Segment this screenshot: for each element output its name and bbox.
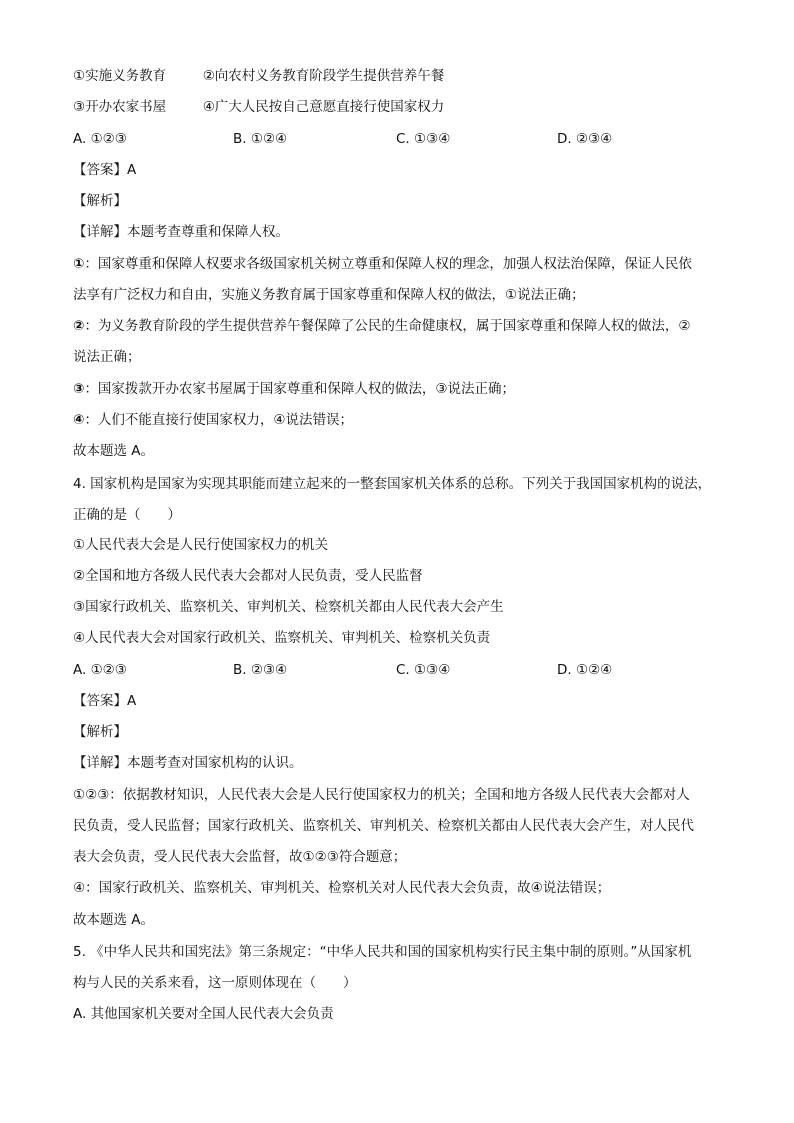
q4-stem-line-1: 4. 国家机构是国家为实现其职能而建立起来的一整套国家机关体系的总称。下列关于我国国家机构的说法， (73, 476, 712, 492)
q4-answer (73, 691, 136, 711)
q4-detail (73, 753, 303, 773)
q3-analysis-3 (73, 379, 515, 399)
q4-answer-value: A (127, 693, 137, 709)
q4-statement-2: ②全国和地方各级人民代表大会都对人民负责，受人民监督 (73, 568, 423, 584)
q3-statements-row-2 (73, 97, 444, 117)
q4-option-c: C. ①③④ (396, 662, 451, 678)
q4-statement-3: ③国家行政机关、监察机关、审判机关、检察机关都由人民代表大会产生 (73, 599, 504, 615)
q3-analysis-1-mark: ① (73, 256, 85, 272)
q3-analysis-3-text: ：国家拨款开办农家书屋属于国家尊重和保障人权的做法，③说法正确； (84, 381, 516, 397)
q4-analysis-1-line-2: 民负责，受人民监督；国家行政机关、监察机关、审判机关、检察机关都由人民代表大会产生，对人民代 (73, 818, 694, 834)
q4-statement-1: ①人民代表大会是人民行使国家权力的机关 (73, 537, 329, 553)
q4-stem-line-2: 正确的是（ ） (73, 507, 181, 523)
q3-analysis-1-line-2: 法享有广泛权力和自由，实施义务教育属于国家尊重和保障人权的做法，①说法正确； (73, 287, 585, 303)
q3-analysis-1-text: ：国家尊重和保障人权要求各级国家机关树立尊重和保障人权的理念，加强人权法治保障，保证人民依 (84, 256, 692, 272)
q3-analysis-3-mark: ③ (73, 381, 85, 397)
q4-detail-text: 本题考查对国家机构的认识。 (127, 755, 303, 771)
q4-analysis-1-line-3: 表大会负责，受人民代表大会监督，故①②③符合题意； (73, 849, 407, 865)
q3-answer (73, 160, 136, 180)
q3-answer-label: 【答案】 (73, 162, 127, 178)
q3-analysis-2-line-1 (73, 316, 691, 336)
q3-statement-4: ④广大人民按自己意愿直接行使国家权力 (202, 99, 445, 115)
q3-analysis-2-line-2: 说法正确； (73, 349, 141, 365)
q5-stem-line-1: 5. 《中华人民共和国宪法》第三条规定：“中华人民共和国的国家机构实行民主集中制的原则。”从国家机 (73, 944, 692, 960)
q3-answer-value: A (127, 162, 137, 178)
q3-analysis-4-text: ：人们不能直接行使国家权力，④说法错误； (84, 412, 354, 428)
q4-statement-4: ④人民代表大会对国家行政机关、监察机关、审判机关、检察机关负责 (73, 630, 491, 646)
q4-analysis-2: ④：国家行政机关、监察机关、审判机关、检察机关对人民代表大会负责，故④说法错误； (73, 880, 611, 896)
q4-option-a: A. ①②③ (73, 662, 127, 678)
q3-analysis-2-mark: ② (73, 318, 85, 334)
q3-option-d: D. ②③④ (557, 131, 613, 147)
q3-analysis-4-mark: ④ (73, 412, 85, 428)
q3-detail-text: 本题考查尊重和保障人权。 (127, 224, 289, 240)
q3-statements-row-1 (73, 66, 444, 86)
q4-option-d: D. ①②④ (557, 662, 613, 678)
q3-statement-2: ②向农村义务教育阶段学生提供营养午餐 (202, 68, 445, 84)
q3-analysis-2-text: ：为义务教育阶段的学生提供营养午餐保障了公民的生命健康权，属于国家尊重和保障人权的做法，② (84, 318, 691, 334)
q3-option-b: B. ①②④ (233, 131, 288, 147)
q4-detail-label: 【详解】 (73, 755, 127, 771)
q4-answer-label: 【答案】 (73, 693, 127, 709)
q3-statement-3: ③开办农家书屋 (73, 99, 167, 115)
q3-option-c: C. ①③④ (396, 131, 451, 147)
q3-detail (73, 222, 289, 242)
q5-option-a: A. 其他国家机关要对全国人民代表大会负责 (73, 1006, 334, 1022)
q3-conclusion: 故本题选 A。 (73, 443, 155, 459)
q3-detail-label: 【详解】 (73, 224, 127, 240)
q3-option-a: A. ①②③ (73, 131, 127, 147)
q3-statement-1: ①实施义务教育 (73, 68, 167, 84)
q4-analysis-1-line-1: ①②③：依据教材知识，人民代表大会是人民行使国家权力的机关；全国和地方各级人民代表大会都对人 (73, 787, 690, 803)
q3-analysis-4 (73, 410, 353, 430)
q4-conclusion: 故本题选 A。 (73, 912, 155, 928)
q4-option-b: B. ②③④ (233, 662, 288, 678)
q5-stem-line-2: 构与人民的关系来看，这一原则体现在（ ） (73, 975, 357, 991)
q3-analysis-label: 【解析】 (73, 193, 127, 209)
q4-analysis-label: 【解析】 (73, 724, 127, 740)
q3-analysis-1-line-1 (73, 254, 692, 274)
